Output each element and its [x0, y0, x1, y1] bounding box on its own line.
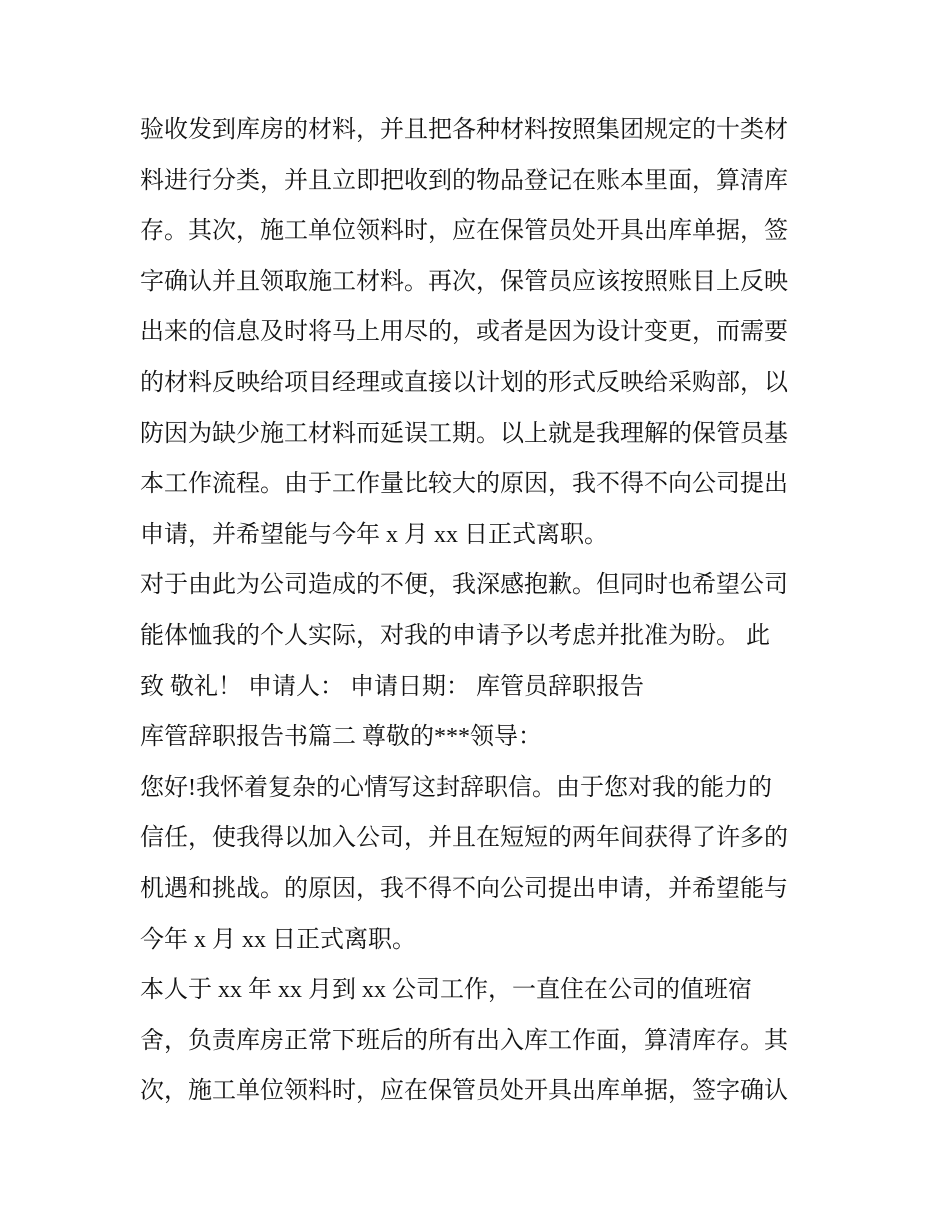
text-line: 字确认并且领取施工材料。再次，保管员应该按照账目上反映	[140, 268, 788, 295]
text-line: 出来的信息及时将马上用尽的，或者是因为设计变更，而需要	[140, 319, 788, 346]
text-line: 机遇和挑战。的原因，我不得不向公司提出申请，并希望能与	[140, 875, 788, 902]
text-line: 致 敬礼！ 申请人： 申请日期： 库管员辞职报告	[140, 673, 644, 700]
document-page	[140, 105, 840, 1117]
text-line: 今年 x 月 xx 日正式离职。	[140, 926, 416, 953]
text-line: 次，施工单位领料时，应在保管员处开具出库单据，签字确认	[140, 1078, 788, 1105]
text-line: 您好!我怀着复杂的心情写这封辞职信。由于您对我的能力的	[140, 774, 772, 801]
text-line: 舍，负责库房正常下班后的所有出入库工作面，算清库存。其	[140, 1027, 788, 1054]
text-line: 本人于 xx 年 xx 月到 xx 公司工作，一直住在公司的值班宿	[140, 977, 752, 1004]
text-line: 存。其次，施工单位领料时，应在保管员处开具出库单据，签	[140, 218, 788, 245]
text-line: 料进行分类，并且立即把收到的物品登记在账本里面，算清库	[140, 167, 788, 194]
text-line: 对于由此为公司造成的不便，我深感抱歉。但同时也希望公司	[140, 572, 788, 599]
text-line: 信任，使我得以加入公司，并且在短短的两年间获得了许多的	[140, 825, 788, 852]
text-line: 能体恤我的个人实际，对我的申请予以考虑并批准为盼。 此	[140, 622, 770, 649]
text-line: 防因为缺少施工材料而延误工期。以上就是我理解的保管员基	[140, 420, 788, 447]
text-line: 本工作流程。由于工作量比较大的原因，我不得不向公司提出	[140, 471, 788, 498]
text-line: 的材料反映给项目经理或直接以计划的形式反映给采购部，以	[140, 369, 788, 396]
text-line: 验收发到库房的材料，并且把各种材料按照集团规定的十类材	[140, 117, 788, 143]
section-heading: 库管辞职报告书篇二 尊敬的***领导：	[140, 724, 542, 751]
text-line: 申请，并希望能与今年 x 月 xx 日正式离职。	[140, 521, 608, 548]
